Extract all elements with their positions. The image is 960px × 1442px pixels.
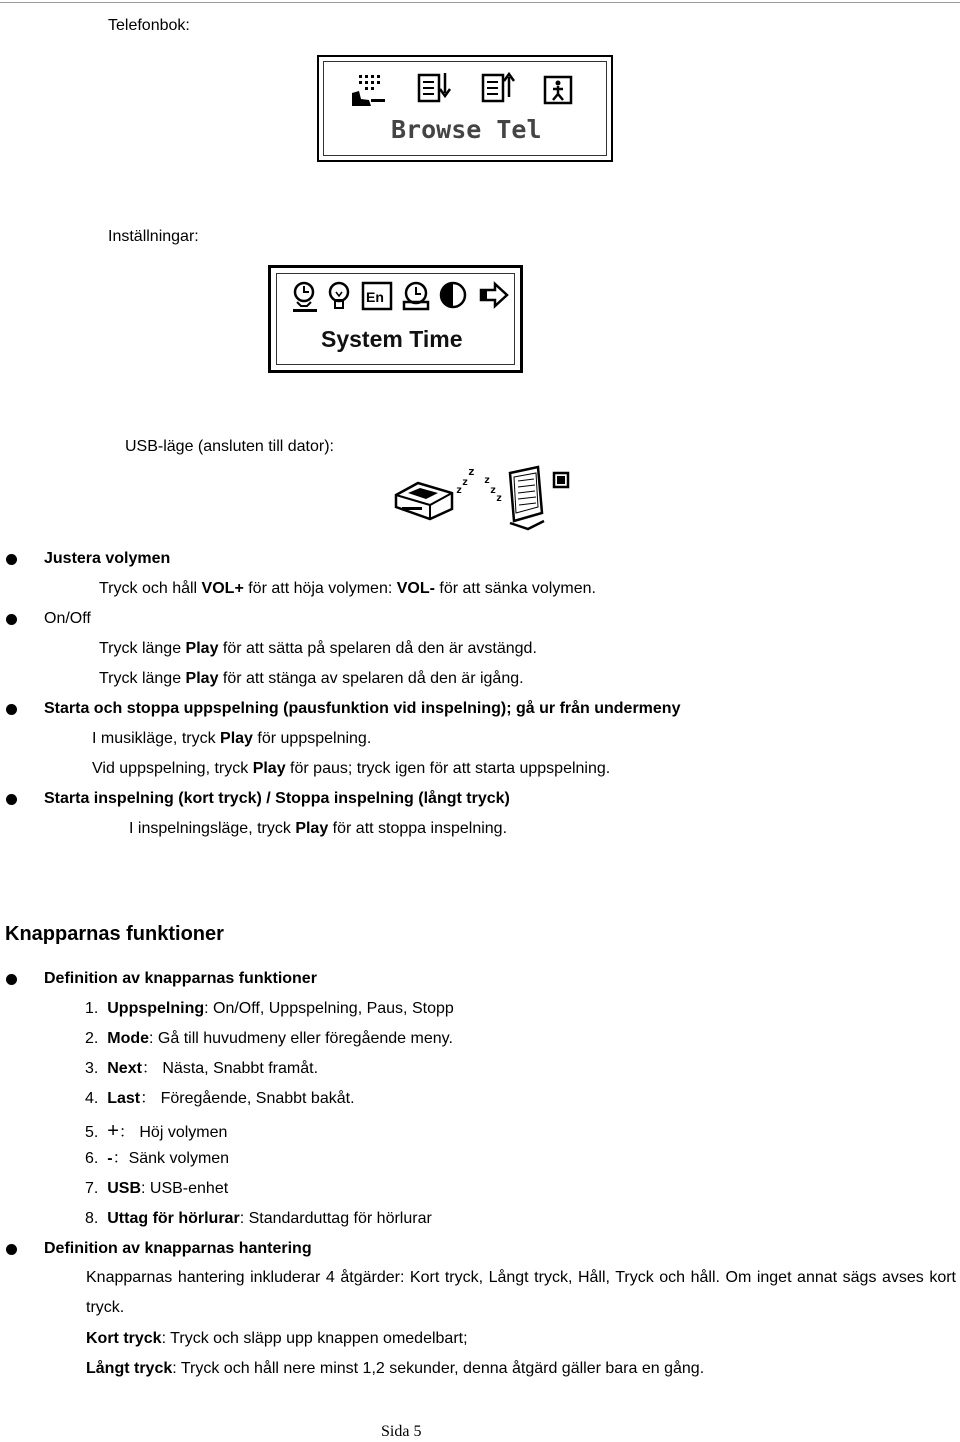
phonebook-screen-label: Browse Tel xyxy=(391,115,542,144)
notebook-down-icon xyxy=(419,73,450,101)
phone-dial-icon xyxy=(352,75,385,106)
onoff-line-1: Tryck länge Play för att sätta på spelaren då den är avstängd. xyxy=(99,640,537,657)
settings-screen xyxy=(268,265,523,373)
svg-text:z: z xyxy=(462,477,469,488)
language-en-icon xyxy=(363,283,391,309)
svg-text:z: z xyxy=(490,485,497,496)
short-press-line: Kort tryck: Tryck och släpp upp knappen omedelbart; xyxy=(86,1330,468,1347)
svg-text:z: z xyxy=(484,475,491,486)
bullet xyxy=(6,614,17,625)
language-en-text: En xyxy=(366,289,384,305)
button-item: 7. USB: USB-enhet xyxy=(85,1180,229,1197)
onoff-title: On/Off xyxy=(44,610,91,627)
contrast-icon xyxy=(441,283,465,307)
settings-screen-label: System Time xyxy=(321,326,463,352)
long-press-line: Långt tryck: Tryck och håll nere minst 1,2 sekunder, denna åtgärd gäller bara en gång. xyxy=(86,1360,705,1377)
usb-heading: USB-läge (ansluten till dator): xyxy=(125,438,334,455)
settings-icon-row xyxy=(291,280,513,320)
bullet xyxy=(6,554,17,565)
bullet xyxy=(6,794,17,805)
onoff-line-2: Tryck länge Play för att stänga av spelaren då den är igång. xyxy=(99,670,524,687)
volume-title: Justera volymen xyxy=(44,550,171,567)
button-item: 1. Uppspelning: On/Off, Uppspelning, Paus, Stopp xyxy=(85,1000,454,1017)
playback-title: Starta och stoppa uppspelning (pausfunktion vid inspelning); gå ur från undermeny xyxy=(44,700,681,717)
timer-icon xyxy=(404,283,428,309)
clock-icon xyxy=(293,283,317,312)
svg-text:z: z xyxy=(468,465,475,478)
sleep-zzz-icon xyxy=(456,465,502,504)
notebook-up-icon xyxy=(483,74,514,101)
svg-text:z: z xyxy=(456,485,463,496)
lightbulb-icon xyxy=(330,283,348,308)
button-item: 5. +： Höj volymen xyxy=(85,1120,228,1142)
bullet xyxy=(6,974,17,985)
phonebook-heading: Telefonbok: xyxy=(108,17,190,34)
button-item: 8. Uttag för hörlurar: Standarduttag för hörlurar xyxy=(85,1210,432,1227)
buttons-heading: Knapparnas funktioner xyxy=(5,923,224,945)
svg-text:z: z xyxy=(496,493,503,504)
button-item: 4. Last： Föregående, Snabbt bakåt. xyxy=(85,1090,355,1107)
page-number: Sida 5 xyxy=(381,1423,422,1440)
bullet xyxy=(6,1244,17,1255)
button-item: 2. Mode: Gå till huvudmeny eller föregående meny. xyxy=(85,1030,453,1047)
volume-line-1: Tryck och håll VOL+ för att höja volymen: VOL- för att sänka volymen. xyxy=(99,580,596,597)
button-item: 6. -：Sänk volymen xyxy=(85,1150,230,1167)
record-line-1: I inspelningsläge, tryck Play för att stoppa inspelning. xyxy=(129,820,508,837)
top-rule xyxy=(0,2,960,3)
settings-heading: Inställningar: xyxy=(108,228,199,245)
playback-line-2: Vid uppspelning, tryck Play för paus; tryck igen för att starta uppspelning. xyxy=(92,760,611,777)
handling-title: Definition av knapparnas hantering xyxy=(44,1240,312,1257)
record-title: Starta inspelning (kort tryck) / Stoppa inspelning (långt tryck) xyxy=(44,790,510,807)
definition-title: Definition av knapparnas funktioner xyxy=(44,970,317,987)
computer-monitor-icon xyxy=(510,467,568,529)
handling-paragraph: Knapparnas hantering inkluderar 4 åtgärder: Kort tryck, Långt tryck, Håll, Tryck och håll. Om inget annat sägs avses kort tryck. xyxy=(86,1269,956,1316)
phonebook-screen xyxy=(317,55,613,162)
exit-arrow-icon xyxy=(481,284,507,306)
button-item: 3. Next： Nästa, Snabbt framåt. xyxy=(85,1060,319,1077)
usb-illustration xyxy=(392,463,574,533)
exit-icon xyxy=(545,77,571,103)
bullet xyxy=(6,704,17,715)
player-device-icon xyxy=(396,483,452,519)
phonebook-icon-row xyxy=(349,69,599,113)
playback-line-1: I musikläge, tryck Play för uppspelning. xyxy=(92,730,372,747)
